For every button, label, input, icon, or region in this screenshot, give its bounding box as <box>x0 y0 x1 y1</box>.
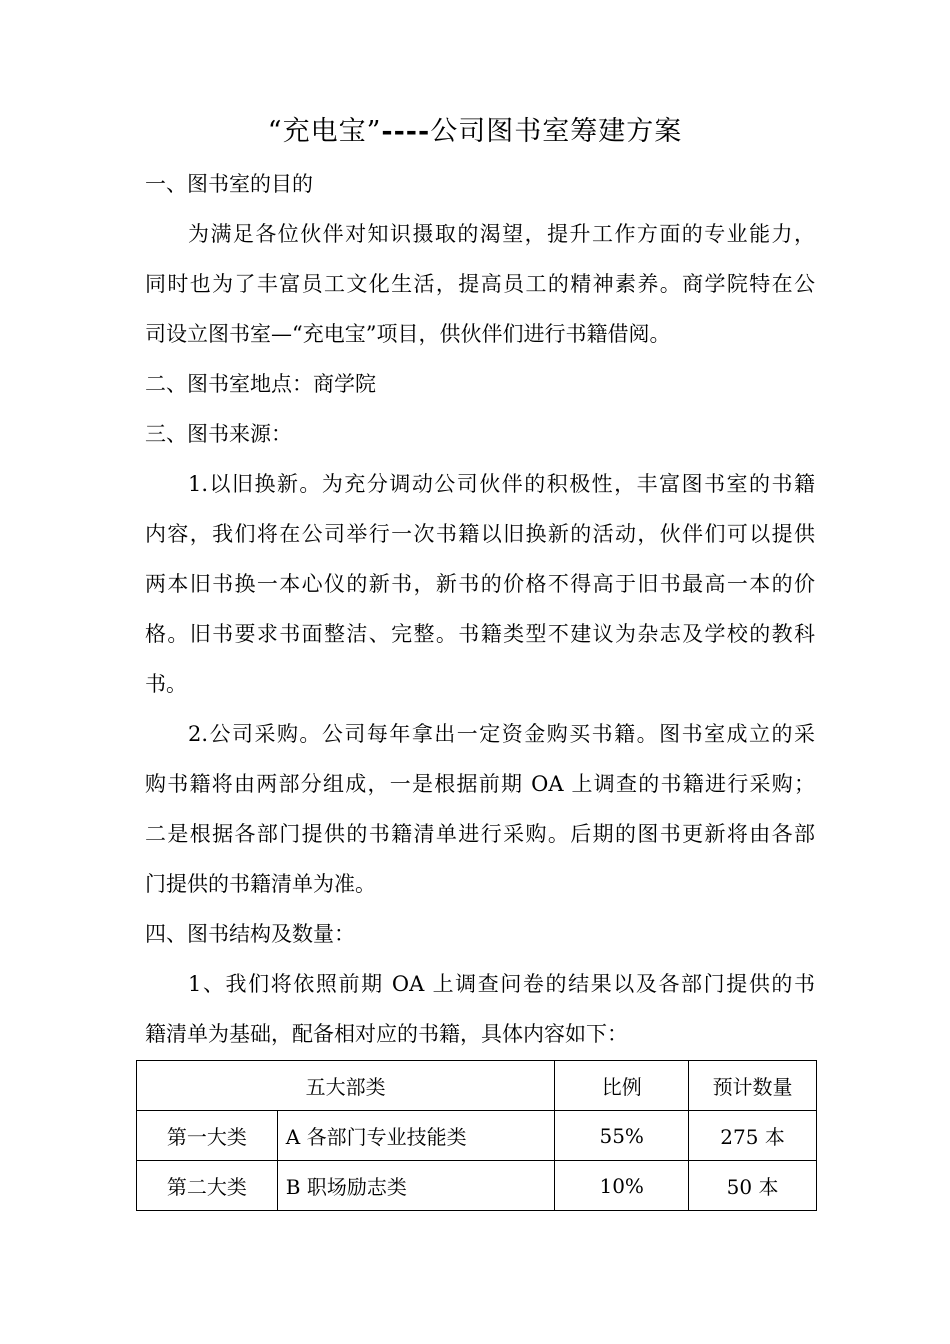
paragraph-line: 2.公司采购。公司每年拿出一定资金购买书籍。图书室成立的采 <box>188 722 815 746</box>
paragraph-line: 格。旧书要求书面整洁、完整。书籍类型不建议为杂志及学校的教科 <box>145 622 815 646</box>
section-1-heading: 一、图书室的目的 <box>145 172 313 196</box>
paragraph-line: 为满足各位伙伴对知识摄取的渴望，提升工作方面的专业能力， <box>188 222 815 246</box>
paragraph-line: 籍清单为基础，配备相对应的书籍，具体内容如下： <box>145 1022 628 1046</box>
paragraph-line: 门提供的书籍清单为准。 <box>145 872 376 896</box>
book-structure-table <box>136 1060 817 1211</box>
paragraph-line: 司设立图书室—“充电宝”项目，供伙伴们进行书籍借阅。 <box>145 322 671 346</box>
header-category: 五大部类 <box>137 1061 555 1111</box>
row-category: B 职场励志类 <box>277 1161 555 1211</box>
table-header-row <box>137 1061 817 1111</box>
paragraph-line: 购书籍将由两部分组成，一是根据前期 OA 上调查的书籍进行采购； <box>145 772 815 796</box>
row-category: A 各部门专业技能类 <box>277 1111 555 1161</box>
row-quantity: 275 本 <box>689 1111 817 1161</box>
title-prefix: “充电宝” <box>267 116 382 147</box>
row-group: 第二大类 <box>137 1161 278 1211</box>
row-group: 第一大类 <box>137 1111 278 1161</box>
section-4-heading: 四、图书结构及数量： <box>145 922 355 946</box>
document-title <box>0 112 950 152</box>
paragraph-line: 1.以旧换新。为充分调动公司伙伴的积极性，丰富图书室的书籍 <box>188 472 815 496</box>
row-ratio: 10% <box>555 1161 689 1211</box>
paragraph-line: 同时也为了丰富员工文化生活，提高员工的精神素养。商学院特在公 <box>145 272 815 296</box>
header-quantity: 预计数量 <box>689 1061 817 1111</box>
paragraph-line: 两本旧书换一本心仪的新书，新书的价格不得高于旧书最高一本的价 <box>145 572 815 596</box>
title-suffix: 公司图书室筹建方案 <box>430 116 683 147</box>
paragraph-line: 内容，我们将在公司举行一次书籍以旧换新的活动，伙伴们可以提供 <box>145 522 815 546</box>
paragraph-line: 书。 <box>145 672 187 696</box>
section-2-heading: 二、图书室地点：商学院 <box>145 372 376 396</box>
title-dashes: ---- <box>381 116 431 147</box>
row-quantity: 50 本 <box>689 1161 817 1211</box>
paragraph-line: 1、我们将依照前期 OA 上调查问卷的结果以及各部门提供的书 <box>188 972 815 996</box>
row-ratio: 55% <box>555 1111 689 1161</box>
table-row <box>137 1111 817 1161</box>
header-ratio: 比例 <box>555 1061 689 1111</box>
paragraph-line: 二是根据各部门提供的书籍清单进行采购。后期的图书更新将由各部 <box>145 822 815 846</box>
section-3-heading: 三、图书来源： <box>145 422 292 446</box>
table-row <box>137 1161 817 1211</box>
